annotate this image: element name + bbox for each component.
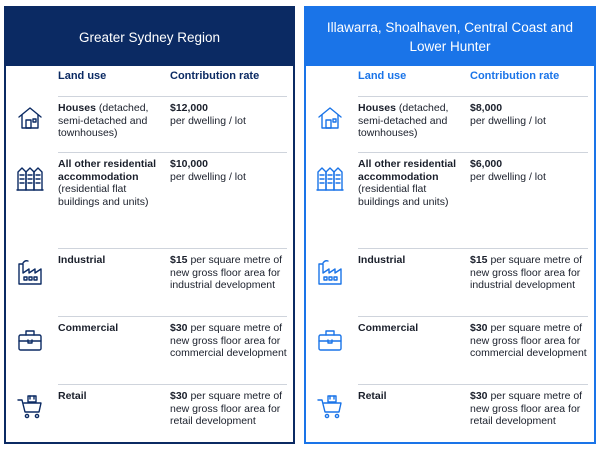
table-row: [10, 316, 287, 384]
row-divider: [58, 384, 287, 385]
shopping-cart-icon: [16, 392, 44, 420]
table-row: [310, 316, 588, 384]
land-use-cell: Houses (detached, semi-detached and townhouses): [358, 102, 449, 139]
table-row: [310, 152, 588, 248]
row-divider: [58, 96, 287, 97]
rate-cell: $30 per square metre of new gross floor area for retail development: [170, 390, 283, 427]
row-divider: [58, 316, 287, 317]
apartment-icon: [16, 164, 44, 192]
row-divider: [58, 152, 287, 153]
briefcase-icon: [316, 326, 344, 354]
rate-cell: $30 per square metre of new gross floor area for retail development: [470, 390, 583, 427]
apartment-icon: [316, 164, 344, 192]
land-use-cell: All other residential accommodation (residential flat buildings and units): [358, 158, 457, 208]
rate-cell: $15 per square metre of new gross floor area for industrial development: [470, 254, 583, 291]
rate-cell: $12,000 per dwelling / lot: [170, 102, 246, 127]
briefcase-icon: [16, 326, 44, 354]
row-divider: [358, 152, 588, 153]
greater-sydney-panel: [4, 6, 295, 444]
land-use-cell: Commercial: [358, 322, 419, 334]
row-divider: [358, 316, 588, 317]
panel-title: Greater Sydney Region: [6, 8, 293, 66]
illawarra-panel: [304, 6, 596, 444]
table-row: [10, 248, 287, 316]
shopping-cart-icon: [316, 392, 344, 420]
contribution-rate-header: Contribution rate: [470, 70, 560, 82]
row-divider: [358, 248, 588, 249]
table-row: [10, 384, 287, 442]
land-use-cell: Houses (detached, semi-detached and townhouses): [58, 102, 149, 139]
factory-icon: [316, 258, 344, 286]
land-use-header: Land use: [358, 70, 407, 82]
table-row: [310, 384, 588, 442]
table-row: [10, 152, 287, 248]
rate-cell: $8,000 per dwelling / lot: [470, 102, 546, 127]
contribution-rate-header: Contribution rate: [170, 70, 260, 82]
land-use-cell: Retail: [358, 390, 387, 402]
panel-title: Illawarra, Shoalhaven, Central Coast and Lower Hunter: [306, 8, 594, 66]
row-divider: [58, 248, 287, 249]
land-use-cell: Industrial: [58, 254, 106, 266]
rate-cell: $30 per square metre of new gross floor area for commercial development: [170, 322, 287, 359]
table-row: [310, 96, 588, 152]
rate-cell: $10,000 per dwelling / lot: [170, 158, 246, 183]
factory-icon: [16, 258, 44, 286]
rate-cell: $15 per square metre of new gross floor area for industrial development: [170, 254, 283, 291]
rate-cell: $30 per square metre of new gross floor area for commercial development: [470, 322, 587, 359]
land-use-cell: Commercial: [58, 322, 119, 334]
row-divider: [358, 384, 588, 385]
land-use-cell: All other residential accommodation (residential flat buildings and units): [58, 158, 157, 208]
house-icon: [16, 104, 44, 132]
rate-cell: $6,000 per dwelling / lot: [470, 158, 546, 183]
table-row: [10, 96, 287, 152]
table-row: [310, 248, 588, 316]
house-icon: [316, 104, 344, 132]
land-use-header: Land use: [58, 70, 107, 82]
land-use-cell: Retail: [58, 390, 87, 402]
row-divider: [358, 96, 588, 97]
land-use-cell: Industrial: [358, 254, 406, 266]
